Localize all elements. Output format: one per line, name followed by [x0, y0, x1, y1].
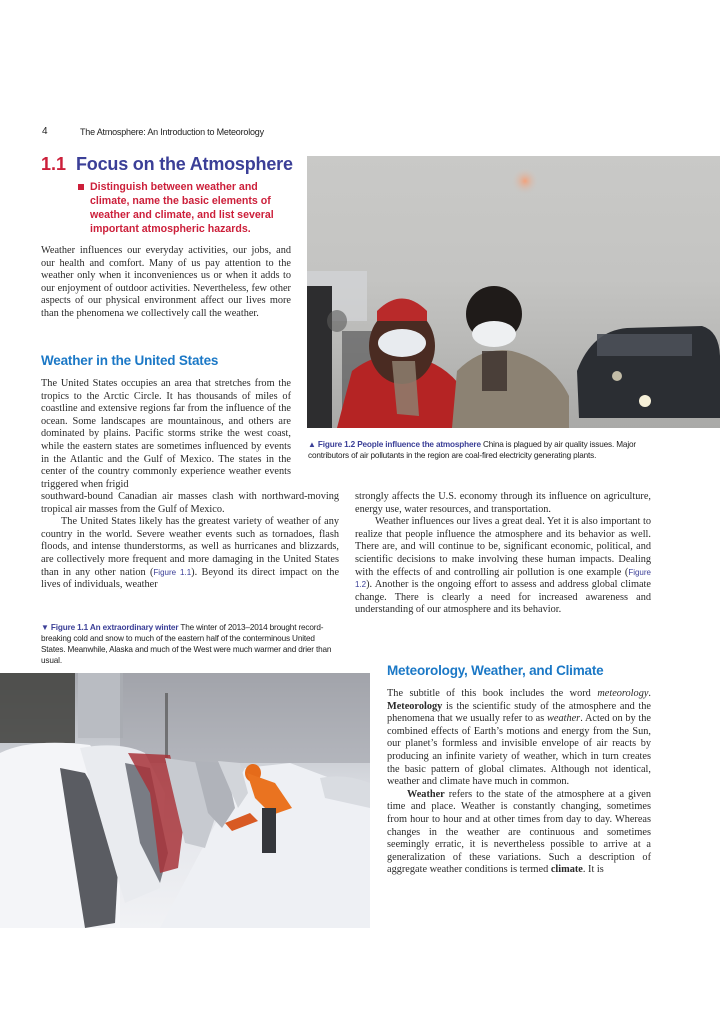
section-number: 1.1 [41, 154, 67, 174]
text-run: refers to the state of the atmosphere at a given time and place. Weather is constantly changing, sometimes from hour to hour and at other times from day to day. Whereas changes in the weather are continuous and sometimes seemingly erratic, it is nevertheless possible to arrive at a generalization of these variations. Such a description of aggregate weather conditions is termed [387, 788, 651, 876]
figure-1-1-text: The winter of 2013–2014 brought record-breaking cold and snow to much of the eastern half of the conterminous United States. Meanwhile, Alaska and much of the West were much warmer and drier than usual. [41, 623, 332, 665]
trees-left [0, 673, 75, 743]
figure-1-2-label: Figure 1.2 People influence the atmosphere [317, 440, 481, 449]
italic-term: weather [547, 713, 581, 725]
text-run: . It is [582, 864, 604, 876]
us-paragraph-2-end: Beyond its direct impact on the lives of individuals, weather [41, 566, 340, 591]
us-paragraph-1-text: The United States occupies an area that stretches from the tropics to the Arctic Circle. It has thousands of miles of coastline and extensive regions far from the influence of the ocean. Some landscapes are mountainous, and others are dominated by plains. Pacific storms strike the west coast, while the eastern states are sometimes influenced by events in the Atlantic and the Gulf of Mexico. The states in the center of the country commonly experience weather events triggered when frigid [41, 378, 291, 490]
face-mask [472, 321, 516, 347]
woman-beige-coat [452, 350, 569, 428]
figure-1-2-photo [307, 156, 720, 428]
figure-1-2-text: China is plagued by air quality issues. Major contributors of air pollutants in the region are coal-fired electricity generating plants. [308, 440, 636, 460]
triangle-up-icon: ▲ [308, 440, 316, 449]
person-legs [262, 808, 276, 853]
learning-objective [76, 180, 291, 236]
us-paragraph-1-part-2: southward-bound Canadian air masses clash with northward-moving tropical air masses from the Gulf of Mexico. [41, 491, 339, 515]
meteorology-paragraph-2 [387, 789, 651, 877]
background-person-left [307, 286, 332, 428]
red-hat [377, 299, 427, 322]
bold-term-climate: climate [550, 864, 583, 876]
right-column-text [355, 491, 651, 617]
figure-1-2-link[interactable]: Figure 1.2 [355, 567, 651, 590]
intro-paragraph [41, 245, 291, 321]
figure-1-2-caption [308, 439, 653, 461]
italic-term: meteorology [597, 688, 649, 699]
us-paragraph-1-part-1 [41, 378, 291, 491]
us-paragraph-continued [41, 491, 339, 592]
us-section-heading: Weather in the United States [41, 353, 219, 368]
running-title: The Atmosphere: An Introduction to Meteorology [80, 127, 264, 137]
continued-paragraph-2-end: Another is the ongoing effort to assess and address global climate change. There is clearly a need for increased awareness and understanding of our atmosphere and its behavior. [355, 579, 651, 616]
bold-term-weather: Weather [407, 788, 445, 800]
continued-paragraph-2-text: Weather influences our lives a great deal. Yet it is also important to realize that people influence the atmosphere and its behavior as well. There are, and will continue to be, significant economic, political, and scientific decisions to make involving these human impacts. Dealing with the effects of and controlling air pollution is one example [355, 516, 651, 578]
section-title: Focus on the Atmosphere [76, 154, 293, 174]
face-mask [378, 329, 426, 357]
intro-text: Weather influences our everyday activities, our jobs, and our health and comfort. Many of us pay attention to the weather only when it inconveniences us or when it adds to our enjoyment of outdoor activities. Nevertheless, few other aspects of our physical environment affect our lives more than the phenomena we collectively call the weather. [41, 245, 291, 319]
figure-1-1-caption [41, 622, 341, 666]
text-run: . Acted on by the combined effects of Earth’s motions and energy from the Sun, our planet’s formless and invisible envelope of air reacts by producing an infinite variety of weather, which in turn creates the basic pattern of global climates. Although not identical, weather and climate have much in common. [387, 713, 651, 788]
text-run: The subtitle of this book includes the word [387, 688, 598, 699]
continued-paragraph-2: Weather influences our lives a great deal. Yet it is also important to realize that people influence the atmosphere and its behavior as well. There are, and will continue to be, significant economic, political, and scientific decisions to make involving these human impacts. Dealing with the effects of and controlling air pollution is one example (Figure 1.2). Another is the ongoing effort to assess and address global climate change. There is clearly a need for increased awareness and understanding of our atmosphere and its behavior. [355, 516, 651, 616]
house [78, 673, 123, 738]
text-run: is the scientific study of the atmosphere and the phenomena that we usually refer to as [387, 700, 651, 725]
snow-scene-illustration [0, 673, 370, 928]
bold-term-meteorology: Meteorology [387, 700, 443, 712]
meteorology-paragraph-1 [387, 688, 651, 789]
continued-paragraph-1: strongly affects the U.S. economy through its influence on agriculture, energy use, water resources, and transportation. [355, 491, 651, 515]
triangle-down-icon: ▼ [41, 623, 49, 632]
meteorology-section-body [387, 688, 651, 877]
page-number: 4 [42, 126, 48, 137]
us-paragraph-2-text: The United States likely has the greatest variety of weather of any country in the world. Severe weather events such as tornadoes, flash floods, and intense thunderstorms, as well as hurricanes and blizzards, are collectively more frequent and more damaging in the United States than in any other nation [41, 516, 339, 578]
headlight [639, 395, 651, 407]
meteorology-section-heading: Meteorology, Weather, and Climate [387, 663, 604, 678]
figure-1-1-link[interactable]: Figure 1.1 [153, 567, 192, 577]
smog-scene-illustration [307, 156, 720, 428]
text-run: . [648, 688, 651, 699]
figure-1-1-label: Figure 1.1 An extraordinary winter [50, 623, 179, 632]
learning-objective-text: Distinguish between weather and climate, name the basic elements of weather and climate, and list several important atmospheric hazards. [90, 181, 274, 235]
bullet-square-icon [78, 184, 84, 190]
trees-background [120, 673, 370, 763]
streetlamp-glow [511, 167, 539, 195]
figure-1-1-photo [0, 673, 370, 928]
us-paragraph-2: The United States likely has the greatest variety of weather of any country in the world. Severe weather events such as tornadoes, flash floods, and intense thunderstorms, as well as hurricanes and blizzards, are collectively more frequent and more damaging in the United States than in any other nation (Figure 1.1). Beyond its direct impact on the lives of individuals, weather [41, 516, 340, 591]
